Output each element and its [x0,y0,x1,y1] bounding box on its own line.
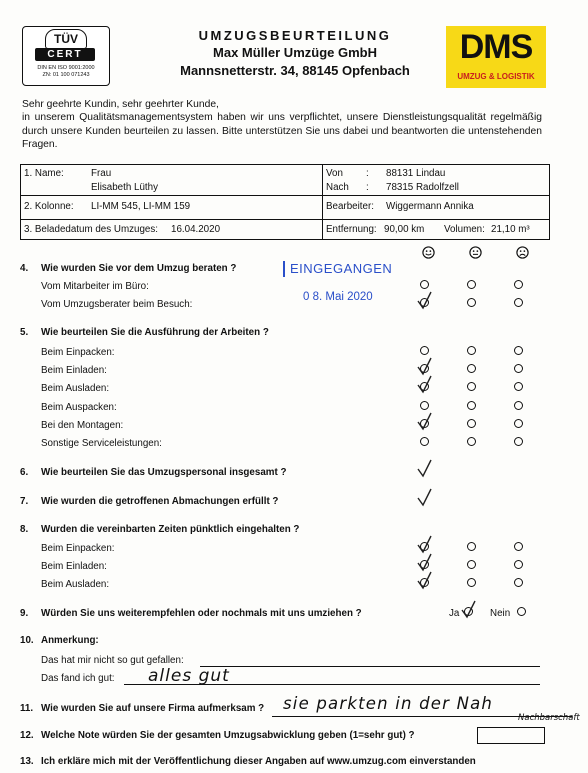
q7-number: 7. [20,496,29,507]
name-value: Elisabeth Lüthy [91,182,158,193]
date-label: 3. Beladedatum des Umzuges: [24,224,158,235]
q13-number: 13. [20,756,34,767]
q8-number: 8. [20,524,29,535]
name-label: 1. Name: [24,168,64,179]
q10-text: Anmerkung: [41,635,99,646]
dms-logo-text: DMS [459,28,533,66]
q5-text: Wie beurteilen Sie die Ausführung der Arbeiten ? [41,327,269,338]
q10-sub2: Das fand ich gut: [41,673,115,684]
q5-sub1: Beim Einpacken: [41,347,115,358]
name-salutation: Frau [91,168,112,179]
q8-sub3: Beim Ausladen: [41,579,110,590]
q11-text: Wie wurden Sie auf unsere Firma aufmerksam ? [41,703,265,714]
q6-number: 6. [20,467,29,478]
von-label: Von [326,168,343,179]
q9-ja-check [462,601,475,617]
q9-text: Würden Sie uns weiterempfehlen oder nochmals mit uns umziehen ? [41,608,362,619]
kolonne-value: LI-MM 545, LI-MM 159 [91,201,191,212]
q4-sub2-check-1 [418,292,431,308]
q11-handwriting-extra: Nachbarschaft [518,713,580,723]
q11-number: 11. [20,703,34,714]
q5-sub6: Sonstige Serviceleistungen: [41,438,162,449]
q12-text: Welche Note würden Sie der gesamten Umzugsabwicklung geben (1=sehr gut) ? [41,730,415,741]
q7-text: Wie wurden die getroffenen Abmachungen erfüllt ? [41,496,279,507]
q5-sub2: Beim Einladen: [41,365,107,376]
q5-sub5-check-1 [418,413,431,429]
q5-number: 5. [20,327,29,338]
q6-text: Wie beurteilen Sie das Umzugspersonal insgesamt ? [41,467,287,478]
q8-text: Wurden die vereinbarten Zeiten pünktlich eingehalten ? [41,524,300,535]
q12-number: 12. [20,730,34,741]
q8-sub2-check-1 [418,554,431,570]
date-value: 16.04.2020 [171,224,221,235]
q4-number: 4. [20,263,29,274]
q9-number: 9. [20,608,29,619]
bearbeiter-value: Wiggermann Annika [386,201,474,212]
q9-nein-label: Nein [490,608,511,619]
q10-number: 10. [20,635,34,646]
nach-value: 78315 Radolfzell [386,182,459,193]
von-value: 88131 Lindau [386,168,446,179]
received-stamp: EINGEGANGEN [290,261,393,276]
tuv-zn-line: ZN: 01 100 071243 [42,72,90,78]
q5-sub5: Bei den Montagen: [41,420,124,431]
q8-sub1-check-1 [418,536,431,552]
dms-logo-subtitle: UMZUG & LOGISTIK [457,72,535,81]
entfernung-label: Entfernung: [326,224,377,235]
intro-body: in unserem Qualitätsmanagementsystem haben wir uns verpflichtet, unsere Dienstleistungsqualität regelmäßig durch unsere Kunden beurteilen zu lassen. Bitte unterstützen Sie uns dabei und beantworten die untenstehenden Fragen. [22,112,542,150]
q10-handwriting: alles gut [148,666,230,686]
bearbeiter-label: Bearbeiter: [326,201,374,212]
q8-sub2: Beim Einladen: [41,561,107,572]
q8-sub3-check-1 [418,572,431,588]
q8-sub1: Beim Einpacken: [41,543,115,554]
document-title: UMZUGSBEURTEILUNG [198,28,392,43]
q10-sub1: Das hat mir nicht so gut gefallen: [41,655,184,666]
received-stamp-date: 0 8. Mai 2020 [303,291,373,303]
q4-text: Wie wurden Sie vor dem Umzug beraten ? [41,263,237,274]
company-address: Mannsnetterstr. 34, 88145 Opfenbach [180,63,410,78]
nach-label: Nach [326,182,349,193]
q11-handwriting: sie parkten in der Nah [283,694,494,713]
q7-check-good [418,489,431,505]
q5-sub3-check-1 [418,376,431,392]
tuv-iso-line: DIN EN ISO 9001:2000 [37,65,95,71]
company-name: Max Müller Umzüge GmbH [213,45,377,60]
q4-sub1: Vom Mitarbeiter im Büro: [41,281,149,292]
tuv-cert-text: CERT [35,48,95,61]
volumen-value: 21,10 m³ [491,224,530,235]
tuv-logo-text: TÜV [45,29,87,49]
q5-sub4: Beim Auspacken: [41,402,117,413]
nach-colon: : [366,182,369,193]
volumen-label: Volumen: [444,224,485,235]
q5-sub2-check-1 [418,358,431,374]
kolonne-label: 2. Kolonne: [24,201,74,212]
entfernung-value: 90,00 km [384,224,425,235]
q4-sub2: Vom Umzugsberater beim Besuch: [41,299,193,310]
q13-text: Ich erkläre mich mit der Veröffentlichung dieser Angaben auf www.umzug.com einverstanden [41,756,476,767]
von-colon: : [366,168,369,179]
q5-sub3: Beim Ausladen: [41,383,110,394]
q9-ja-label: Ja [449,608,460,619]
intro-greeting: Sehr geehrte Kundin, sehr geehrter Kunde, [22,99,219,110]
q6-check-good [418,460,431,476]
